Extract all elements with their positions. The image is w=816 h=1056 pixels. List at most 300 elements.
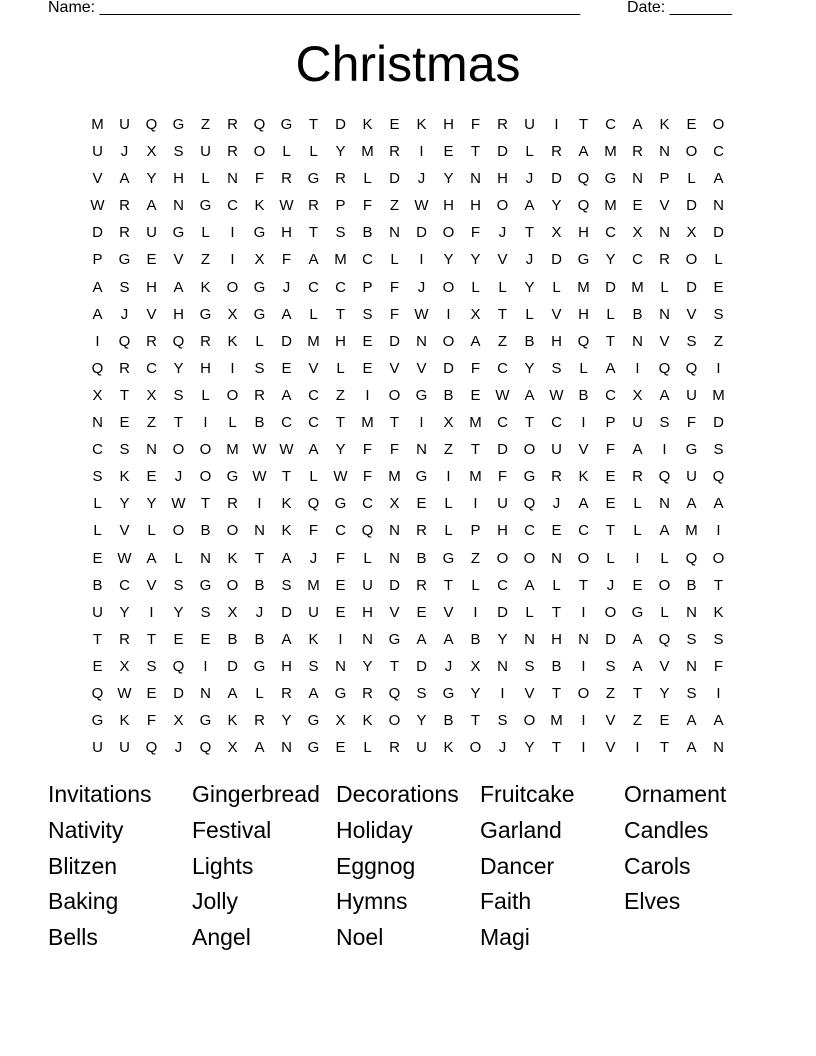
grid-letter: N [659,495,670,513]
grid-letter: E [281,359,292,377]
grid-letter: C [119,576,130,594]
grid-letter: A [524,197,535,215]
grid-letter: L [606,549,615,567]
grid-letter: L [336,359,345,377]
grid-letter: L [309,305,318,323]
grid-letter: I [473,603,478,621]
grid-letter: I [473,495,478,513]
word-list-item: Eggnog [336,852,416,879]
grid-letter: L [228,414,237,432]
grid-letter: C [362,251,373,269]
grid-letter: A [632,116,643,133]
grid-letter: T [92,630,103,648]
grid-letter: G [226,468,239,486]
grid-letter: J [606,576,615,594]
grid-letter: N [362,630,373,648]
grid-letter: V [686,305,697,323]
grid-letter: Y [443,170,454,188]
grid-letter: T [119,386,130,404]
grid-letter: A [254,739,265,757]
word-list [48,777,768,956]
grid-letter: A [524,576,535,594]
grid-letter: L [471,576,480,594]
grid-letter: C [308,414,319,432]
grid-letter: A [686,739,697,757]
grid-letter: B [416,549,427,567]
grid-letter: I [419,414,424,432]
grid-letter: O [226,278,239,296]
grid-letter: C [497,359,508,377]
grid-letter: C [146,359,157,377]
header-line [48,0,748,19]
grid-letter: N [632,332,643,350]
grid-letter: G [523,468,536,486]
grid-letter: C [281,414,292,432]
grid-letter: B [470,630,481,648]
grid-letter: S [119,278,130,296]
grid-letter: K [659,116,670,133]
grid-letter: G [604,170,617,188]
grid-letter: L [363,549,372,567]
grid-letter: K [200,278,211,296]
grid-letter: A [308,684,319,702]
grid-letter: X [92,386,103,404]
word-list-item: Baking [48,888,119,915]
grid-letter: K [254,197,265,215]
grid-letter: C [92,441,103,459]
grid-letter: L [147,522,156,540]
grid-letter: I [149,603,154,621]
grid-letter: A [713,170,724,188]
grid-letter: U [146,224,157,242]
word-list-item: Elves [624,888,681,915]
grid-letter: N [281,739,292,757]
grid-letter: Y [551,197,562,215]
grid-letter: L [579,359,588,377]
grid-letter: Z [497,332,508,350]
grid-letter: N [659,143,670,161]
grid-letter: R [551,468,562,486]
grid-letter: I [419,143,424,161]
grid-letter: L [390,251,399,269]
grid-letter: S [686,332,697,350]
grid-letter: F [497,468,508,486]
grid-letter: U [497,495,508,513]
grid-letter: R [119,630,130,648]
grid-letter: Y [335,441,346,459]
grid-letter: T [335,414,346,432]
grid-letter: U [92,603,103,621]
grid-letter: B [254,414,265,432]
grid-letter: U [632,414,643,432]
grid-letter: O [388,712,401,730]
grid-letter: T [632,684,643,702]
grid-letter: E [632,576,643,594]
grid-letter: A [308,251,319,269]
grid-letter: T [470,143,481,161]
grid-letter: R [389,739,400,757]
grid-letter: A [227,684,238,702]
grid-letter: U [362,576,373,594]
grid-letter: N [416,441,427,459]
grid-letter: I [554,116,559,133]
grid-letter: L [714,251,723,269]
grid-letter: L [309,143,318,161]
grid-letter: N [578,630,589,648]
grid-letter: N [713,197,724,215]
grid-letter: G [199,576,212,594]
word-list-item: Hymns [336,888,408,915]
grid-letter: U [92,143,103,161]
grid-letter: W [414,197,429,215]
grid-letter: H [335,332,346,350]
grid-letter: O [226,522,239,540]
grid-letter: D [686,278,697,296]
grid-letter: D [389,332,400,350]
grid-letter: D [713,224,724,242]
word-list-item: Garland [480,816,562,843]
grid-letter: C [335,278,346,296]
grid-letter: I [635,739,640,757]
grid-letter: V [605,739,616,757]
grid-letter: X [227,739,238,757]
grid-letter: L [525,143,534,161]
grid-letter: C [605,386,616,404]
grid-letter: P [470,522,481,540]
grid-letter: T [389,657,400,675]
grid-letter: Z [146,414,157,432]
grid-letter: G [307,170,320,188]
grid-letter: U [686,386,697,404]
grid-letter: D [551,170,562,188]
grid-letter: R [281,170,292,188]
grid-letter: V [659,197,670,215]
grid-letter: I [203,414,208,432]
grid-letter: Q [388,684,401,702]
grid-letter: D [605,630,616,648]
grid-letter: O [523,441,536,459]
grid-letter: X [686,224,697,242]
grid-letter: E [200,630,211,648]
grid-letter: A [416,630,427,648]
grid-letter: K [362,712,373,730]
grid-letter: K [227,712,238,730]
grid-letter: F [470,224,481,242]
grid-letter: T [551,684,562,702]
grid-letter: S [146,657,157,675]
grid-letter: G [685,441,698,459]
grid-letter: T [443,576,454,594]
word-list-item: Festival [192,816,272,843]
grid-letter: R [200,332,211,350]
grid-letter: Z [389,197,400,215]
grid-letter: R [632,468,643,486]
grid-letter: O [226,386,239,404]
date-field-label: Date: _______ [627,0,732,16]
grid-letter: G [442,549,455,567]
grid-letter: E [605,495,616,513]
grid-letter: O [253,143,266,161]
grid-letter: R [362,684,373,702]
grid-letter: O [172,441,185,459]
grid-letter: J [525,251,534,269]
grid-letter: M [307,576,320,594]
grid-letter: E [92,549,103,567]
grid-letter: P [659,170,670,188]
grid-letter: R [254,712,265,730]
grid-letter: V [92,170,103,188]
grid-letter: Q [361,522,374,540]
word-list-item: Holiday [336,816,413,843]
grid-letter: G [118,251,131,269]
grid-letter: X [227,305,238,323]
grid-letter: M [334,251,347,269]
grid-letter: C [308,278,319,296]
grid-letter: F [389,441,400,459]
grid-letter: W [549,386,564,404]
grid-letter: R [308,197,319,215]
grid-letter: Y [281,712,292,730]
grid-letter: G [577,251,590,269]
grid-letter: O [442,278,455,296]
grid-letter: N [686,657,697,675]
grid-letter: T [605,332,616,350]
grid-letter: I [365,386,370,404]
grid-letter: S [308,657,319,675]
word-list-item: Faith [480,888,532,915]
grid-letter: T [308,116,319,133]
grid-letter: D [686,197,697,215]
grid-letter: F [308,522,319,540]
grid-letter: W [117,684,132,702]
grid-letter: S [713,305,724,323]
grid-letter: M [469,468,482,486]
grid-letter: G [307,712,320,730]
grid-letter: L [687,170,696,188]
grid-letter: Y [173,603,184,621]
grid-letter: S [200,603,211,621]
grid-letter: D [497,603,508,621]
word-list-item: Carols [624,852,691,879]
grid-letter: Y [146,495,157,513]
grid-letter: T [524,414,535,432]
grid-letter: N [470,170,481,188]
grid-letter: R [389,143,400,161]
grid-letter: O [658,576,671,594]
grid-letter: L [282,143,291,161]
grid-letter: Z [335,386,346,404]
grid-letter: K [578,468,589,486]
grid-letter: N [659,305,670,323]
grid-letter: O [199,468,212,486]
grid-letter: L [525,305,534,323]
grid-letter: K [362,116,373,133]
word-list-item: Bells [48,924,98,951]
grid-letter: T [200,495,211,513]
grid-letter: I [662,441,667,459]
grid-letter: O [577,684,590,702]
grid-letter: A [659,522,670,540]
grid-letter: E [605,468,616,486]
grid-letter: N [200,684,211,702]
grid-letter: E [659,712,670,730]
grid-letter: M [577,278,590,296]
grid-letter: W [333,468,348,486]
grid-letter: Q [658,468,671,486]
grid-letter: O [496,197,509,215]
grid-letter: Q [199,739,212,757]
grid-letter: F [254,170,265,188]
grid-letter: N [632,170,643,188]
grid-letter: A [146,197,157,215]
grid-letter: S [686,630,697,648]
grid-letter: S [605,657,616,675]
grid-letter: K [227,332,238,350]
grid-letter: Y [524,359,535,377]
grid-letter: E [146,684,157,702]
grid-letter: J [498,739,507,757]
grid-letter: E [119,414,130,432]
grid-letter: Q [145,739,158,757]
grid-letter: X [146,143,157,161]
grid-letter: P [362,278,373,296]
grid-letter: A [146,549,157,567]
grid-letter: C [227,197,238,215]
grid-letter: S [713,630,724,648]
grid-letter: F [605,441,616,459]
grid-letter: U [200,143,211,161]
page-title: Christmas [295,36,521,92]
grid-letter: V [389,359,400,377]
grid-letter: Z [200,251,211,269]
grid-letter: E [335,603,346,621]
grid-letter: Y [524,278,535,296]
grid-letter: Y [119,603,130,621]
grid-letter: V [497,251,508,269]
grid-letter: U [119,739,130,757]
grid-letter: O [469,739,482,757]
grid-letter: T [335,305,346,323]
grid-letter: Y [443,251,454,269]
grid-letter: O [685,251,698,269]
grid-letter: B [362,224,373,242]
grid-letter: G [334,495,347,513]
grid-letter: V [524,684,535,702]
grid-letter: I [230,359,235,377]
grid-letter: L [552,576,561,594]
grid-letter: S [173,143,184,161]
grid-letter: K [416,116,427,133]
grid-letter: W [414,305,429,323]
grid-letter: E [335,576,346,594]
grid-letter: M [361,414,374,432]
grid-letter: R [551,143,562,161]
grid-letter: T [389,414,400,432]
grid-letter: L [201,170,210,188]
grid-letter: I [500,684,505,702]
grid-letter: Q [91,684,104,702]
grid-letter: A [470,332,481,350]
grid-letter: C [524,522,535,540]
grid-letter: T [524,224,535,242]
word-list-item: Fruitcake [480,781,575,807]
grid-letter: Y [497,630,508,648]
grid-letter: S [497,712,508,730]
grid-letter: E [686,116,697,133]
grid-letter: A [173,278,184,296]
grid-letter: E [470,386,481,404]
grid-letter: A [686,495,697,513]
grid-letter: F [389,278,400,296]
grid-letter: H [497,522,508,540]
word-list-item: Angel [192,924,251,951]
word-list-item: Jolly [192,888,239,915]
grid-letter: B [443,712,454,730]
grid-letter: R [632,143,643,161]
grid-letter: W [252,441,267,459]
grid-letter: R [146,332,157,350]
grid-letter: E [362,332,373,350]
grid-letter: X [119,657,130,675]
grid-letter: L [660,549,669,567]
grid-letter: I [203,657,208,675]
grid-letter: V [146,305,157,323]
grid-letter: T [173,414,184,432]
grid-letter: Q [577,170,590,188]
grid-letter: G [253,657,266,675]
grid-letter: V [659,332,670,350]
grid-letter: T [578,576,589,594]
grid-letter: D [497,143,508,161]
grid-letter: B [524,332,535,350]
grid-letter: I [635,549,640,567]
grid-letter: R [416,522,427,540]
grid-letter: J [282,278,291,296]
grid-letter: D [443,359,454,377]
grid-letter: E [146,251,157,269]
grid-letter: L [363,170,372,188]
grid-letter: L [255,684,264,702]
grid-letter: A [524,386,535,404]
grid-letter: S [92,468,103,486]
grid-letter: D [605,278,616,296]
grid-letter: C [362,495,373,513]
grid-letter: A [308,441,319,459]
grid-letter: I [581,739,586,757]
grid-letter: R [119,359,130,377]
grid-letter: Q [658,359,671,377]
word-list-item: Nativity [48,816,124,843]
grid-letter: Q [577,197,590,215]
grid-letter: Z [605,684,616,702]
grid-letter: M [685,522,698,540]
grid-letter: Q [307,495,320,513]
grid-letter: J [417,170,426,188]
grid-letter: Y [470,251,481,269]
grid-letter: I [338,630,343,648]
grid-letter: V [389,603,400,621]
grid-letter: F [686,414,697,432]
grid-letter: T [281,468,292,486]
grid-letter: M [712,386,725,404]
grid-letter: S [335,224,346,242]
grid-letter: H [281,657,292,675]
grid-letter: Z [200,116,211,133]
grid-letter: B [254,630,265,648]
grid-letter: F [335,549,346,567]
grid-letter: L [255,332,264,350]
grid-letter: L [201,224,210,242]
